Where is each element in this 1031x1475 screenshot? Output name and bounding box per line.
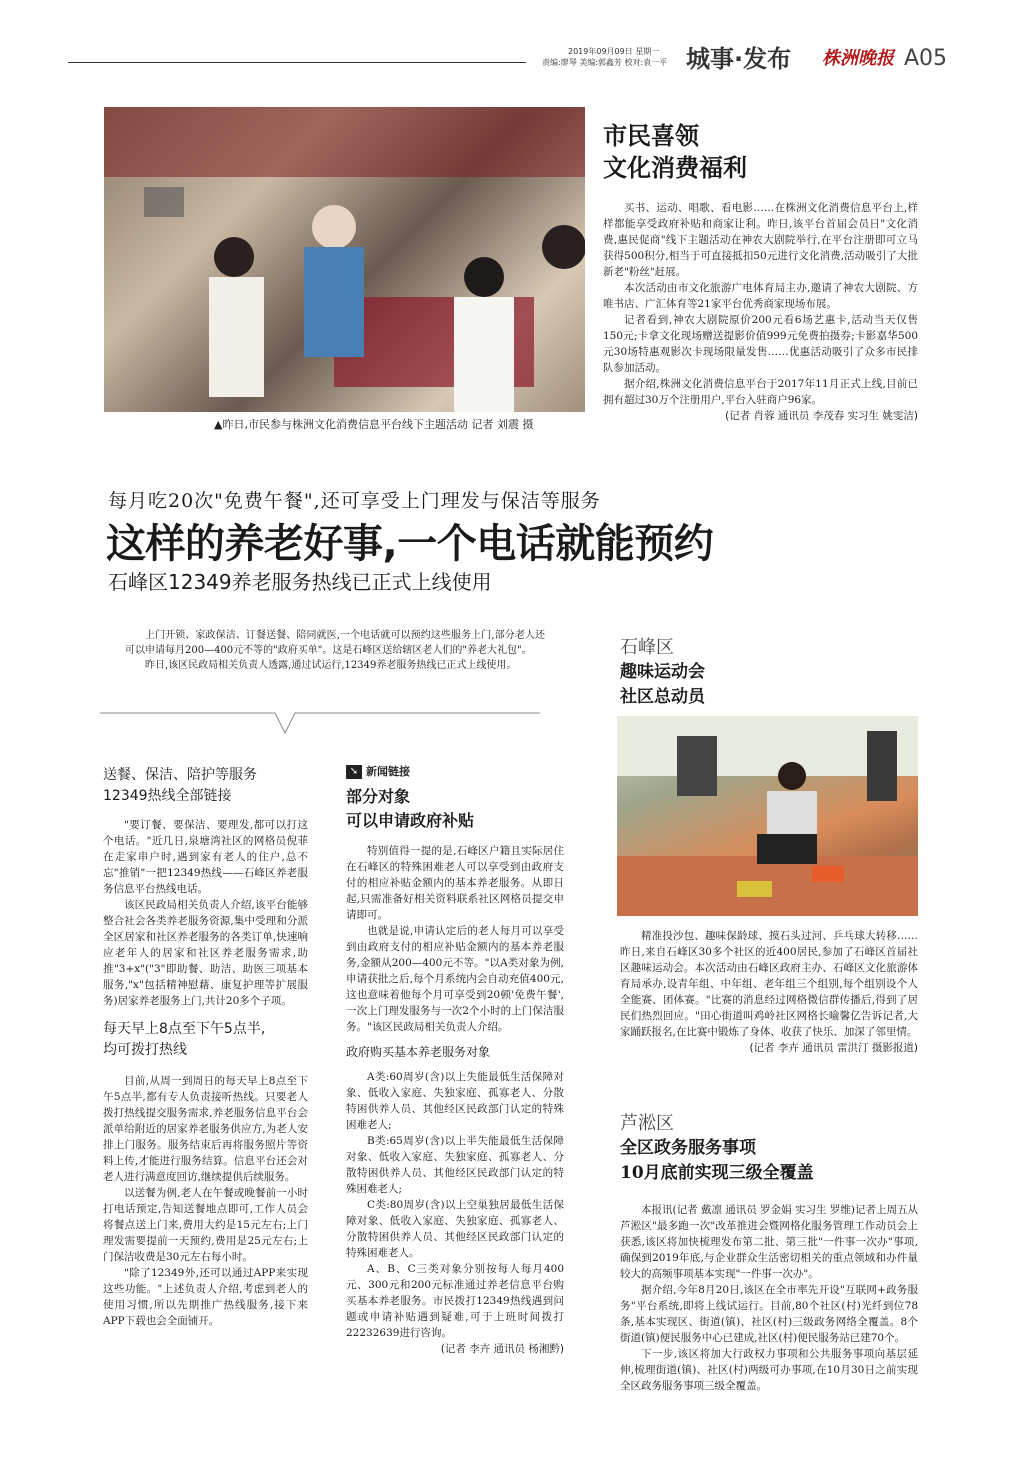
story1-byline: (记者 肖蓉 通讯员 李茂春 实习生 姚雯洁) <box>725 410 918 422</box>
story4-para: 据介绍,今年8月20日,该区在全市率先开设"互联网+政务服务"平台系统,即将上线试运行。目前,80个社区(村)光纤到位78条,基本实现区、街道(镇)、社区(村)三级政务网络全覆盖。8个街道(镇)便民服务中心已建成,社区(村)便民服务站已建70个。 <box>620 1284 918 1344</box>
story2-headline: 这样的养老好事,一个电话就能预约 <box>106 521 714 567</box>
story2-kicker: 每月吃20次"免费午餐",还可享受上门理发与保洁等服务 <box>108 490 601 512</box>
photo-caption: ▲昨日,市民参与株洲文化消费信息平台线下主题活动 记者 刘震 摄 <box>214 418 534 431</box>
col2-para: 特别值得一提的是,石峰区户籍且实际居住在石峰区的特殊困难老人可以享受到由政府支付的相应补贴金额内的基本养老服务。从即日起,只需准备好相关资料联系社区网格员提交申请即可。 <box>346 845 564 921</box>
story1-headline-line2: 文化消费福利 <box>603 153 747 182</box>
lead-callout-border <box>100 708 545 738</box>
story1-para: 本次活动由市文化旅游广电体育局主办,邀请了神农大剧院、方唯书店、广汇体育等21家平台优秀商家现场布展。 <box>603 282 918 310</box>
culture-event-photo-art <box>104 107 585 412</box>
news-link-label <box>346 765 564 779</box>
page-number: A05 <box>904 46 948 71</box>
col2-closing: A、B、C三类对象分别按每人每月400元、300元和200元标准通过养老信息平台购买基本养老服务。市民拨打12349热线遇到问题或申请补贴遇到疑难,可于上班时间拨打22232639进行咨询。 <box>346 1263 564 1339</box>
col1-para: "要订餐、要保洁、要理发,都可以打这个电话。"近几日,泉塘湾社区的网格员倪菲在走家串户时,遇到家有老人的住户,总不忘"推销"一把12349热线——石峰区养老服务信息平台热线电话。 <box>103 819 308 895</box>
story3-body <box>620 928 918 1056</box>
story1-para: 买书、运动、唱歌、看电影……在株洲文化消费信息平台上,样样都能享受政府补贴和商家让利。昨日,该平台首届会员日"文化消费,惠民促商"线下主题活动在神农大剧院举行,在平台注册即可立马获得500积分,相当于可直接抵扣50元进行文化消费,活动吸引了大批新老"粉丝"赶展。 <box>603 202 918 278</box>
sports-event-photo <box>617 716 918 916</box>
story4-body <box>620 1202 918 1394</box>
story4-para: 下一步,该区将加大行政权力事项和公共服务事项向基层延伸,梳理街道(镇)、社区(村)两级可办事项,在10月30日之前实现全区政务服务事项三级全覆盖。 <box>620 1348 918 1392</box>
header-date: 2019年09月09日 星期一 <box>568 47 660 56</box>
sports-event-photo-art <box>617 716 918 916</box>
col2-type: C类:80周岁(含)以上空巢独居最低生活保障对象、低收入家庭、失独家庭、孤寡老人、分散特困供养人员、其他经区民政部门认定的特殊困难老人。 <box>346 1199 564 1259</box>
story3-headline-line2: 社区总动员 <box>620 687 705 707</box>
col2-type: B类:65周岁(含)以上半失能最低生活保障对象、低收入家庭、失独家庭、孤寡老人、分散特困供养人员、其他经区民政部门认定的特殊困难老人; <box>346 1135 564 1195</box>
col1-para: 以送餐为例,老人在午餐或晚餐前一小时打电话预定,告知送餐地点即可,工作人员会将餐点送上门来,费用大约是15元左右;上门理发需要提前一天预约,费用是25元左右;上门保洁收费是30元左右每小时。 <box>103 1187 308 1263</box>
story3-district: 石峰区 <box>620 637 674 658</box>
story1-headline <box>603 120 923 184</box>
col1-para: 目前,从周一到周日的每天早上8点至下午5点半,都有专人负责接听热线。只要老人拨打热线提交服务需求,养老服务信息平台会派单给附近的居家养老服务供应方,为老人安排上门服务。服务结束后再将服务照片等资料上传,才能进行服务结算。信息平台还会对老人进行满意度回访,继续提供后续服务。 <box>103 1075 308 1183</box>
col2-headline-line1: 部分对象 <box>346 787 411 806</box>
col1-subhead2-line1: 每天早上8点至下午5点半, <box>103 1021 266 1037</box>
col2-type: A类:60周岁(含)以上失能最低生活保障对象、低收入家庭、失独家庭、孤寡老人、分散特困供养人员、其他经区民政部门认定的特殊困难老人; <box>346 1071 564 1131</box>
story2-col2 <box>346 765 564 1357</box>
section-title: 城事·发布 <box>686 45 792 73</box>
col2-headline-line2: 可以申请政府补贴 <box>346 811 475 830</box>
col1-para: "除了12349外,还可以通过APP来实现这些功能。"上述负责人介绍,考虑到老人的使用习惯,所以先期推广热线服务,接下来APP下载也会全面铺开。 <box>103 1267 308 1327</box>
culture-event-photo <box>104 107 585 412</box>
story2-lead <box>125 628 545 673</box>
col2-byline: (记者 李卉 通讯员 杨湘黔) <box>440 1343 564 1355</box>
col1-subhead2-line2: 均可拨打热线 <box>103 1042 187 1058</box>
col1-para: 该区民政局相关负责人介绍,该平台能够整合社会各类养老服务资源,集中受理和分派全区居家和社区养老服务的各类订单,快速响应老年人的居家和社区养老服务需求,助推"3+x"("3"即助餐、助洁、助医三项基本服务,"x"包括精神慰藉、康复护理等扩展服务)居家养老服务上门,共计20多个子项。 <box>103 899 308 1007</box>
story4-headline-line2: 10月底前实现三级全覆盖 <box>620 1163 814 1183</box>
story2-lead-para: 昨日,该区民政局相关负责人透露,通过试运行,12349养老服务热线已正式上线使用。 <box>145 660 517 671</box>
col1-subhead1-line2: 12349热线全部链接 <box>103 788 232 804</box>
col2-subhead: 政府购买基本养老服务对象 <box>346 1045 491 1059</box>
story1-para: 据介绍,株洲文化消费信息平台于2017年11月正式上线,目前已拥有超过30万个注册用户,平台入驻商户96家。 <box>603 378 918 406</box>
story4-headline-line1: 全区政务服务事项 <box>620 1138 756 1158</box>
story3-byline: (记者 李卉 通讯员 雷洪汀 摄影报道) <box>749 1042 918 1054</box>
story1-body <box>603 200 918 424</box>
story4-para: 本报讯(记者 戴凛 通讯员 罗金娟 实习生 罗维)记者上周五从芦淞区"最多跑一次"改革推进会暨网格化服务管理工作动员会上获悉,该区将加快梳理发布第二批、第三批"一件事一次办"事项,确保到2019年底,与企业群众生活密切相关的重点领域和办件量较大的高频事项基本实现"一件事一次办"。 <box>620 1204 918 1280</box>
story1-headline-line1: 市民喜领 <box>603 121 699 150</box>
story2-col1 <box>103 765 308 1329</box>
arrow-icon: ➘ <box>346 765 362 779</box>
story2-lead-para: 上门开锁、家政保洁、订餐送餐、陪同就医,一个电话就可以预约这些服务上门,部分老人还可以申请每月200—400元不等的"政府买单"。这是石峰区送给辖区老人们的"养老大礼包"。 <box>125 630 545 656</box>
paper-logo: 株洲晚报 <box>822 48 894 69</box>
story1-para: 记者看到,神农大剧院原价200元看6场艺惠卡,活动当天仅售150元;卡拿文化现场赠送提影价值999元免费拍摄券;卡影嘉华500元30场特惠观影次卡现场限量发售……优惠活动吸引了众多市民排队参加活动。 <box>603 314 918 374</box>
header-editors: 责编:廖琴 美编:郭鑫芳 校对:袁一平 <box>542 58 668 67</box>
header-rule <box>68 62 526 63</box>
story2-subhead: 石峰区12349养老服务热线已正式上线使用 <box>108 570 492 594</box>
story3-headline-line1: 趣味运动会 <box>620 662 705 682</box>
story4-district: 芦淞区 <box>620 1113 674 1134</box>
col2-para: 也就是说,申请认定后的老人每月可以享受到由政府支付的相应补贴金额内的基本养老服务,金额从200—400元不等。"以A类对象为例,申请获批之后,每个月系统内会自动充值400元,这也意味着他每个月可享受到20顿'免费午餐',一次上门理发服务与一次2个小时的上门保洁服务。"该区民政局相关负责人介绍。 <box>346 925 564 1033</box>
story3-para: 精准投沙包、趣味保龄球、摸石头过河、乒乓球大转移……昨日,来自石峰区30多个社区的近400居民,参加了石峰区首届社区趣味运动会。本次活动由石峰区政府主办、石峰区文化旅游体育局承办,设青年组、中年组、老年组三个组别,每个组别设个人全能赛、团体赛。"比赛的消息经过网格微信群传播后,得到了居民们热烈回应。"田心街道叫鸡岭社区网格长喻馨亿告诉记者,大家踊跃报名,在比赛中锻炼了身体、收获了快乐、加深了邻里情。 <box>620 930 918 1038</box>
news-link-text: 新闻链接 <box>366 765 410 778</box>
col1-subhead1-line1: 送餐、保洁、陪护等服务 <box>103 767 257 783</box>
